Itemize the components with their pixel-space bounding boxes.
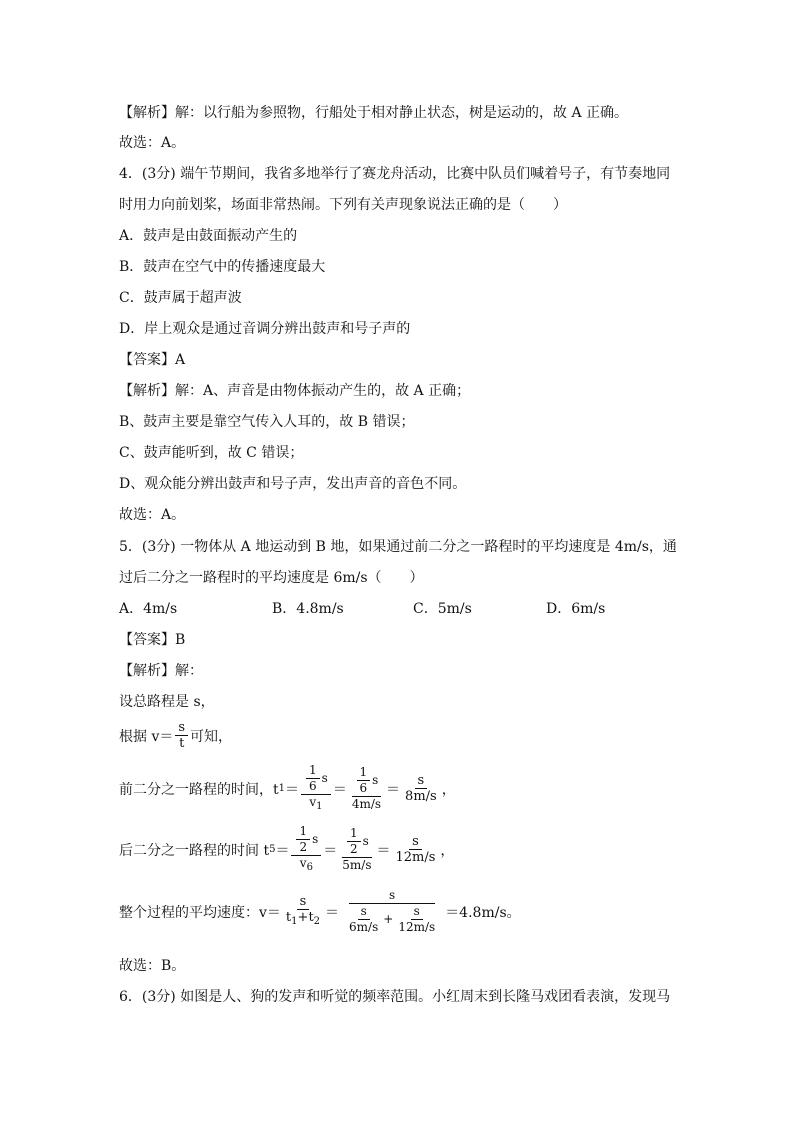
q4-option-c: C．鼓声属于超声波 — [119, 290, 242, 306]
fraction-denominator: 2 — [349, 842, 358, 856]
t1-subscript: 1 — [278, 783, 286, 794]
one-sixth-fraction — [357, 765, 371, 796]
t1-fraction-over-v1 — [301, 763, 331, 814]
q5-option-a: A．4m/s — [119, 601, 178, 617]
time-subscript: 1 — [291, 916, 298, 927]
equals-sign: ＝ — [285, 781, 300, 798]
q4-option-d: D．岸上观众是通过音调分辨出鼓声和号子声的 — [119, 321, 411, 337]
velocity-subscript: 1 — [316, 801, 323, 812]
fraction-denominator: 6 — [359, 781, 368, 795]
velocity-subscript: 6 — [306, 862, 313, 873]
t5-subscript: 5 — [269, 844, 276, 855]
t5-equation — [119, 824, 454, 875]
one-half-fraction — [347, 826, 361, 857]
fraction-denominator: 2 — [299, 840, 308, 854]
t1-equation — [119, 763, 456, 814]
q5-answer: 【答案】B — [119, 632, 186, 648]
distance-symbol: s — [312, 832, 319, 846]
time-subscript: 2 — [313, 916, 321, 927]
time-symbol: t — [285, 910, 292, 925]
average-result: ＝4.8m/s。 — [445, 904, 521, 921]
average-velocity-equation — [119, 888, 521, 935]
distance-symbol: s — [321, 771, 328, 785]
one-half-fraction — [296, 824, 310, 855]
fraction-denominator: t — [179, 736, 185, 751]
q5-selection: 故选：B。 — [119, 958, 186, 974]
equals-sign: ＝ — [325, 904, 340, 921]
fraction-denominator: 8m/s — [405, 789, 437, 804]
fraction-denominator — [283, 910, 323, 929]
s-over-12ms-fraction — [395, 904, 438, 935]
fraction-numerator: 1 — [357, 765, 371, 781]
distance-symbol: s — [372, 773, 379, 787]
t1-prefix: 前二分之一路程的时间，t — [119, 781, 279, 798]
q4-stem-line1: 4．(3分) 端午节期间，我省多地举行了赛龙舟活动，比赛中队员们喊着号子，有节奏地同 — [119, 166, 671, 182]
plus-sign: + — [297, 910, 309, 925]
velocity-suffix: 可知， — [190, 728, 233, 745]
fraction-denominator — [297, 856, 316, 875]
distance-symbol: s — [362, 834, 369, 848]
compound-fraction — [341, 888, 443, 935]
fraction-numerator: s — [297, 894, 310, 910]
comma: ， — [441, 781, 456, 798]
q4-explanation-b: B、鼓声主要是靠空气传入人耳的，故 B 错误； — [119, 414, 415, 430]
fraction-numerator: 1 — [347, 826, 361, 842]
fraction-numerator — [342, 826, 372, 858]
q5-option-c: C．5m/s — [413, 601, 472, 617]
q5-explanation: 【解析】解： — [119, 663, 203, 679]
q4-explanation-a: 【解析】解：A、声音是由物体振动产生的，故 A 正确； — [119, 383, 471, 399]
s-over-6ms-fraction — [346, 904, 381, 935]
plus-sign: + — [383, 912, 394, 926]
q5-stem-line2: 过后二分之一路程时的平均速度是 6m/s（ ） — [119, 570, 424, 586]
q5-option-b: B．4.8m/s — [272, 601, 344, 617]
equals-sign: ＝ — [332, 781, 347, 798]
fraction-numerator: s — [409, 834, 422, 850]
fraction-numerator — [352, 765, 382, 797]
fraction-numerator: s — [411, 904, 423, 920]
fraction-numerator: s — [415, 773, 428, 789]
fraction-denominator: 6m/s — [349, 920, 379, 934]
s-over-8ms-fraction — [402, 773, 440, 804]
equals-sign: ＝ — [275, 842, 290, 859]
q4-stem-line2: 时用力向前划桨，场面非常热闹。下列有关声现象说法正确的是（ ） — [119, 197, 567, 213]
s-over-12ms-fraction — [392, 834, 438, 865]
s-over-t-fraction — [175, 720, 188, 751]
q3-explanation: 【解析】解：以行船为参照物，行船处于相对静止状态，树是运动的，故 A 正确。 — [119, 105, 629, 121]
q4-option-a: A．鼓声是由鼓面振动产生的 — [119, 228, 298, 244]
q4-answer: 【答案】A — [119, 352, 186, 368]
comma: ， — [440, 842, 455, 859]
q5-total-distance: 设总路程是 s， — [119, 694, 215, 710]
q3-selection: 故选：A。 — [119, 135, 186, 151]
t5-fraction-over-v6 — [291, 824, 321, 875]
fraction-numerator: 1 — [306, 763, 320, 779]
fraction-numerator: s — [349, 888, 435, 904]
t1-fraction-over-4ms — [349, 765, 384, 812]
fraction-denominator — [306, 795, 325, 814]
average-prefix: 整个过程的平均速度：v＝ — [119, 904, 281, 921]
q4-explanation-d: D、观众能分辨出鼓声和号子声，发出声音的音色不同。 — [119, 476, 467, 492]
velocity-prefix: 根据 v＝ — [119, 728, 174, 745]
q4-explanation-c: C、鼓声能听到，故 C 错误； — [119, 445, 304, 461]
q4-option-b: B．鼓声在空气中的传播速度最大 — [119, 259, 326, 275]
t5-prefix: 后二分之一路程的时间 t — [119, 842, 270, 859]
q5-stem-line1: 5．(3分) 一物体从 A 地运动到 B 地，如果通过前二分之一路程时的平均速度是 4m/s，通 — [119, 539, 677, 555]
fraction-numerator — [291, 824, 321, 856]
velocity-formula — [119, 720, 232, 751]
one-sixth-fraction — [306, 763, 320, 794]
q5-option-d: D．6m/s — [546, 601, 606, 617]
equals-sign: ＝ — [323, 842, 338, 859]
fraction-denominator — [341, 904, 443, 935]
fraction-numerator — [301, 763, 331, 795]
fraction-denominator: 4m/s — [351, 797, 382, 811]
equals-sign: ＝ — [386, 781, 401, 798]
fraction-denominator: 12m/s — [398, 920, 436, 934]
fraction-denominator: 6 — [309, 779, 317, 793]
velocity-symbol: v — [309, 795, 317, 809]
equals-sign: ＝ — [376, 842, 391, 859]
fraction-numerator: s — [175, 720, 188, 736]
fraction-numerator: 1 — [296, 824, 310, 840]
velocity-symbol: v — [299, 856, 307, 870]
fraction-numerator: s — [358, 904, 370, 920]
q6-stem-line1: 6．(3分) 如图是人、狗的发声和听觉的频率范围。小红周末到长隆马戏团看表演，发现马 — [119, 989, 671, 1005]
s-over-t1-plus-t2-fraction — [283, 894, 323, 929]
fraction-denominator: 12m/s — [395, 850, 436, 865]
q4-selection: 故选：A。 — [119, 507, 186, 523]
t5-fraction-over-5ms — [339, 826, 374, 873]
time-symbol: t — [308, 910, 314, 925]
fraction-denominator: 5m/s — [342, 858, 372, 872]
